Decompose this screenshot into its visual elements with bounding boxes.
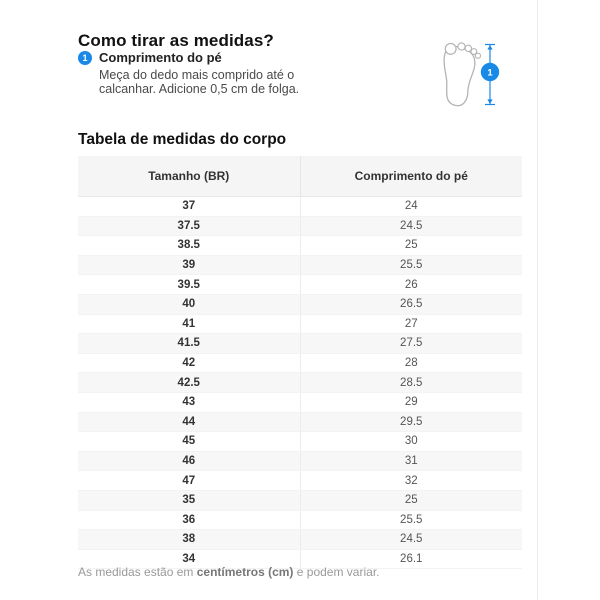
table-row (78, 530, 522, 550)
footnote (78, 565, 379, 579)
size-br-cell: 34 (182, 552, 196, 565)
foot-length-cell: 30 (300, 432, 523, 451)
foot-length-cell: 24 (300, 197, 523, 216)
foot-length-cell: 25 (300, 491, 523, 510)
table-row (78, 315, 522, 335)
diagram-badge-label: 1 (487, 67, 493, 79)
size-br-cell: 38 (182, 533, 196, 546)
foot-length-cell: 28 (300, 354, 523, 373)
table-row (78, 354, 522, 374)
foot-length-cell: 24.5 (300, 530, 523, 549)
size-br-cell: 39 (182, 259, 196, 272)
foot-length-cell: 25.5 (300, 256, 523, 275)
foot-length-cell: 26.5 (300, 295, 523, 314)
table-row (78, 452, 522, 472)
instruction-body (99, 69, 378, 96)
size-br-cell: 46 (182, 455, 196, 468)
foot-length-cell: 25 (300, 236, 523, 255)
table-row (78, 197, 522, 217)
panel-edge-divider (537, 0, 538, 600)
foot-sole-outline (439, 45, 476, 107)
foot-length-cell: 29.5 (300, 413, 523, 432)
table-row (78, 413, 522, 433)
size-br-cell: 42.5 (177, 376, 200, 389)
toe-5 (475, 53, 481, 59)
foot-length-cell: 24.5 (300, 217, 523, 236)
table-row (78, 373, 522, 393)
size-br-cell: 41.5 (177, 337, 200, 350)
size-br-cell: 35 (182, 494, 196, 507)
column-header-size: Tamanho (BR) (148, 169, 230, 183)
footnote-suffix: e podem variar. (293, 565, 380, 579)
size-br-cell: 47 (182, 474, 196, 487)
size-br-cell: 41 (182, 317, 196, 330)
foot-length-cell: 32 (300, 471, 523, 490)
instruction-line-1: Meça do dedo mais comprido até o (99, 68, 295, 82)
table-row (78, 511, 522, 531)
size-table-body (78, 197, 522, 569)
table-row (78, 295, 522, 315)
size-br-cell: 38.5 (177, 239, 200, 252)
size-br-cell: 42 (182, 357, 196, 370)
table-row (78, 471, 522, 491)
table-row (78, 334, 522, 354)
foot-length-cell: 27 (300, 315, 523, 334)
size-br-cell: 45 (182, 435, 196, 448)
foot-measurement-icon (436, 41, 502, 109)
size-br-cell: 44 (182, 415, 196, 428)
size-br-cell: 43 (182, 396, 196, 409)
footnote-units: centímetros (cm) (196, 565, 294, 579)
size-br-cell: 36 (182, 513, 196, 526)
step-1-badge: 1 (78, 51, 92, 65)
foot-length-cell: 27.5 (300, 334, 523, 353)
foot-length-cell: 25.5 (300, 511, 523, 530)
table-header-row (78, 156, 522, 197)
table-row (78, 256, 522, 276)
size-br-cell: 39.5 (177, 278, 200, 291)
measurement-instruction (78, 51, 378, 96)
table-section-title: Tabela de medidas do corpo (78, 130, 287, 148)
size-br-cell: 37.5 (177, 219, 200, 232)
size-br-cell: 40 (182, 298, 196, 311)
column-header-foot-length: Comprimento do pé (300, 156, 523, 196)
footnote-prefix: As medidas estão em (78, 565, 197, 579)
body-size-table (78, 156, 522, 569)
toe-2 (458, 43, 466, 51)
table-row (78, 275, 522, 295)
foot-length-cell: 26 (300, 275, 523, 294)
page-title: Como tirar as medidas? (78, 31, 274, 51)
foot-length-cell: 29 (300, 393, 523, 412)
table-row (78, 432, 522, 452)
table-row (78, 236, 522, 256)
instruction-title: Comprimento do pé (99, 50, 222, 65)
foot-length-cell: 26.1 (300, 550, 523, 569)
table-row (78, 217, 522, 237)
instruction-line-2: calcanhar. Adicione 0,5 cm de folga. (99, 81, 300, 96)
foot-length-cell: 28.5 (300, 373, 523, 392)
big-toe (445, 43, 457, 55)
table-row (78, 393, 522, 413)
table-row (78, 491, 522, 511)
foot-length-cell: 31 (300, 452, 523, 471)
size-br-cell: 37 (182, 200, 196, 213)
